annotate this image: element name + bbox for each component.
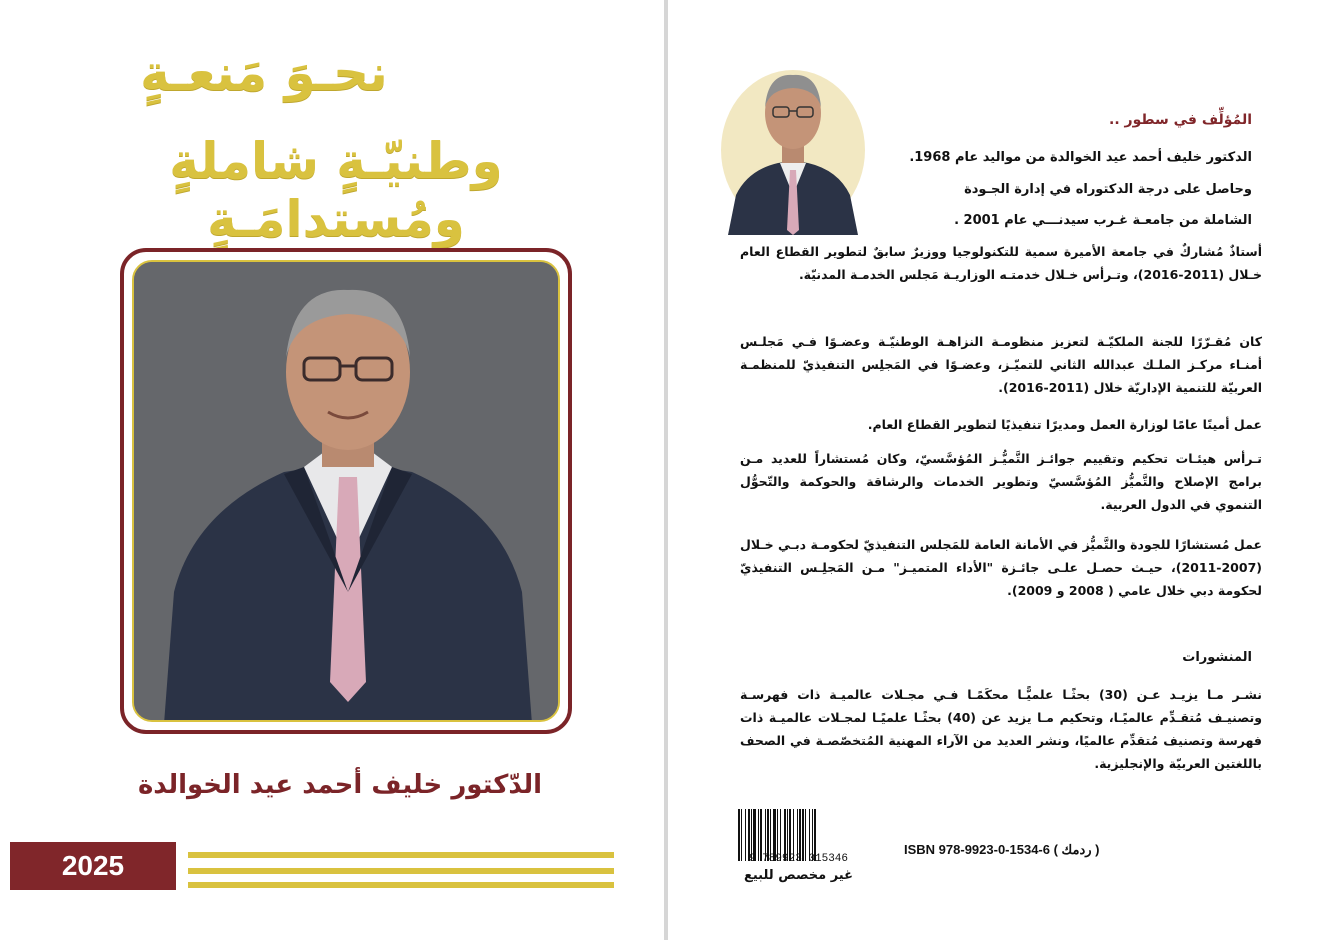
front-cover: [0, 0, 664, 940]
author-photo-illustration: [134, 262, 560, 722]
author-photo: [132, 260, 560, 722]
bio-paragraph: كان مُقـرّرًا للجنة الملكيّـة لتعزيز منظومـة النزاهـة الوطنيّـة وعضـوًا فـي مَجلـس أمنـاء مركـز الملـك عبدالله الثاني للتميّـز، وعضـوًا في المَجلِس التنفيذيّ للمنظمـة العربيّة للتنمية الإداريّة خلال (2011-2016).: [740, 334, 1262, 395]
back-cover: [668, 0, 1329, 940]
author-portrait-sketch: [718, 55, 868, 235]
publications-paragraph: نشـر مـا يزيـد عـن (30) بحثًـا علميًّـا محكَمًـا فـي مجـلات عالميـة ذات فهرسـة وتصنيـف مُتقـدِّم عالميًـا، وتحكيم مـا يزيد عن (40) بحثًـا علميًـا لمجـلات عالميـة ذات فهرسة وتصنيف مُتقدِّم عالميًا، ونشر العديد من الآراء المهنية المُتخصّصـة في الصحف باللغتين العربيّة والإنجليزية.: [740, 687, 1262, 771]
gold-divider-line: [188, 868, 614, 874]
bio-paragraph: عمل أمينًا عامًا لوزارة العمل ومديرًا تنفيذيًا لتطوير القطاع العام.: [867, 417, 1262, 432]
book-title-line1: نحـوَ مَنعـةٍ: [140, 44, 388, 102]
bio-line: الشاملة من جامعـة غـرب سيدنـــي عام 2001 .: [954, 213, 1252, 228]
gold-divider-line: [188, 852, 614, 858]
not-for-sale-label: غير مخصص للبيع: [744, 868, 853, 883]
barcode-number: 9 789923 015346: [748, 853, 849, 865]
bio-line: وحاصل على درجة الدكتوراه في إدارة الجـودة: [964, 182, 1252, 197]
author-photo-frame: [120, 248, 572, 734]
publications-heading: المنشورات: [1182, 650, 1252, 665]
gold-divider-line: [188, 882, 614, 888]
bio-line: الدكتور خليف أحمد عيد الخوالدة من مواليد عام 1968.: [909, 150, 1252, 165]
book-title-line2: وطنيّـةٍ شاملةٍ ومُستدامَـةٍ: [169, 132, 503, 248]
isbn-label: ISBN 978-9923-0-1534-6 ( ردمك ): [904, 842, 1100, 857]
bio-paragraph: تـرأس هيئـات تحكيم وتقييم جوائـز التَّميُّـز المُؤسَّسيّ، وكان مُستشاراً للعديد مـن برامج الإصلاح والتَّميُّز المُؤسَّسيّ وتطوير الخدمات والرشاقة والحوكمة والتّحوُّل التنموي في الدول العربية.: [740, 451, 1262, 512]
publication-year: 2025: [10, 842, 176, 890]
bio-heading: المُؤلِّف في سطور ..: [1109, 112, 1252, 128]
author-name: الدّكتور خليف أحمد عيد الخوالدة: [137, 770, 543, 800]
bio-paragraph: أستاذٌ مُشاركٌ في جامعة الأميرة سمية للتكنولوجيا ووزيرٌ سابقٌ لتطوير القطاع العام خـلال (2011-2016)، وتـرأس خـلال خدمتـه الوزاريـة مَجلس الخدمـة المدنيّة.: [740, 244, 1262, 282]
bio-paragraph: عمل مُستشارًا للجودة والتَّميُّز في الأمانة العامة للمَجلس التنفيذيّ لحكومـة دبـي خـلال (2007-2011)، حيـث حصـل علـى جائـزة "الأداء المتميـز" مـن المَجلِـس التنفيذيّ لحكومة دبي خلال عامي ( 2008 و 2009).: [740, 537, 1262, 598]
